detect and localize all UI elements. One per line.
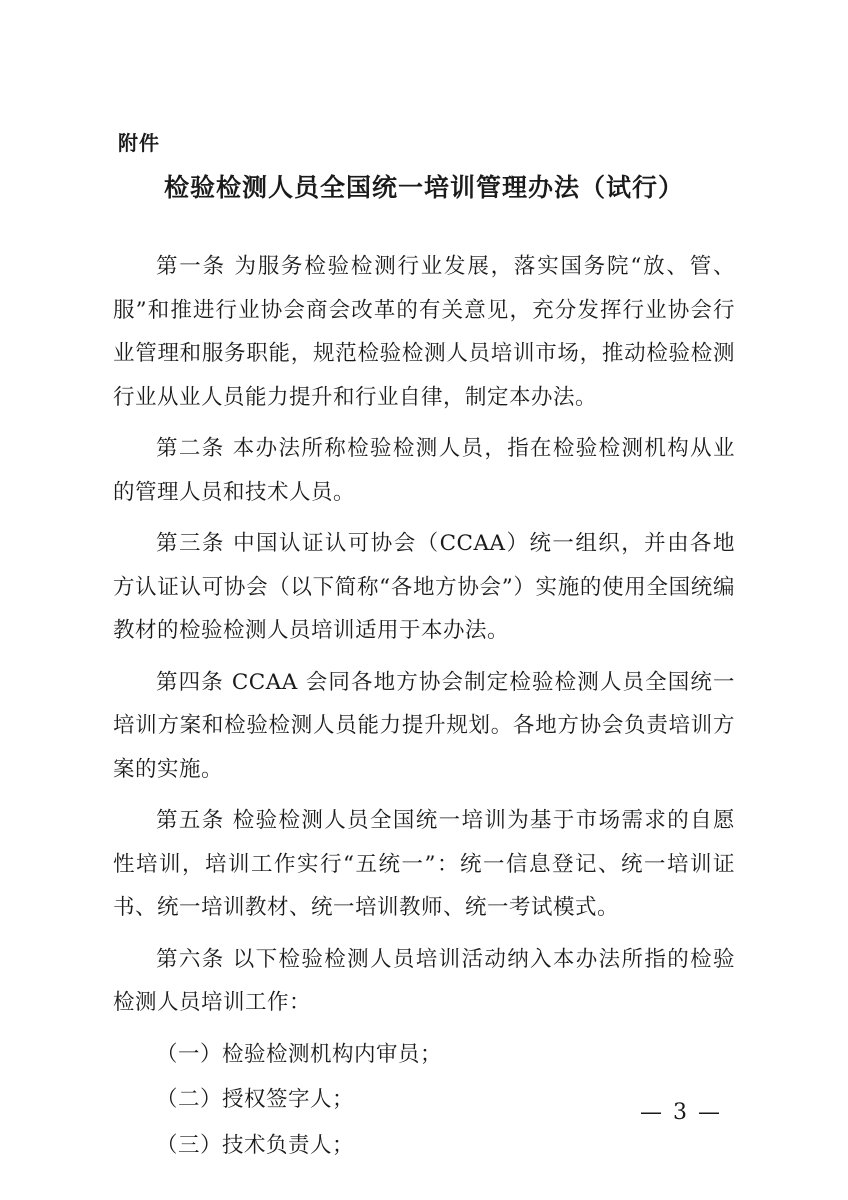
article-5: 第五条 检验检测人员全国统一培训为基于市场需求的自愿性培训，培训工作实行“五统一”：统一信息登记、统一培训证书、统一培训教材、统一培训教师、统一考试模式。 [113, 808, 735, 920]
article-4: 第四条 CCAA 会同各地方协会制定检验检测人员全国统一培训方案和检验检测人员能力提升规划。各地方协会负责培训方案的实施。 [113, 669, 735, 782]
article-2: 第二条 本办法所称检验检测人员，指在检验检测机构从业的管理人员和技术人员。 [113, 436, 735, 505]
article-3: 第三条 中国认证认可协会（CCAA）统一组织，并由各地方认证认可协会（以下简称“各地方协会”）实施的使用全国统编教材的检验检测人员培训适用于本办法。 [113, 531, 735, 643]
document-title: 检验检测人员全国统一培训管理办法（试行） [163, 173, 684, 202]
list-item: （二）授权签字人； [156, 1087, 355, 1112]
document-body [113, 245, 735, 1169]
article-1: 第一条 为服务检验检测行业发展，落实国务院“放、管、服”和推进行业协会商会改革的有关意见，充分发挥行业协会行业管理和服务职能，规范检验检测人员培训市场，推动检验检测行业从业人员能力提升和行业自律，制定本办法。 [113, 254, 735, 410]
list-item: （三）技术负责人； [156, 1132, 355, 1158]
list-item: （一）检验检测机构内审员； [156, 1041, 443, 1067]
page-number: — 3 — [640, 1100, 722, 1125]
article-6: 第六条 以下检验检测人员培训活动纳入本办法所指的检验检测人员培训工作： [113, 946, 735, 1015]
attachment-label: 附件 [118, 131, 160, 155]
